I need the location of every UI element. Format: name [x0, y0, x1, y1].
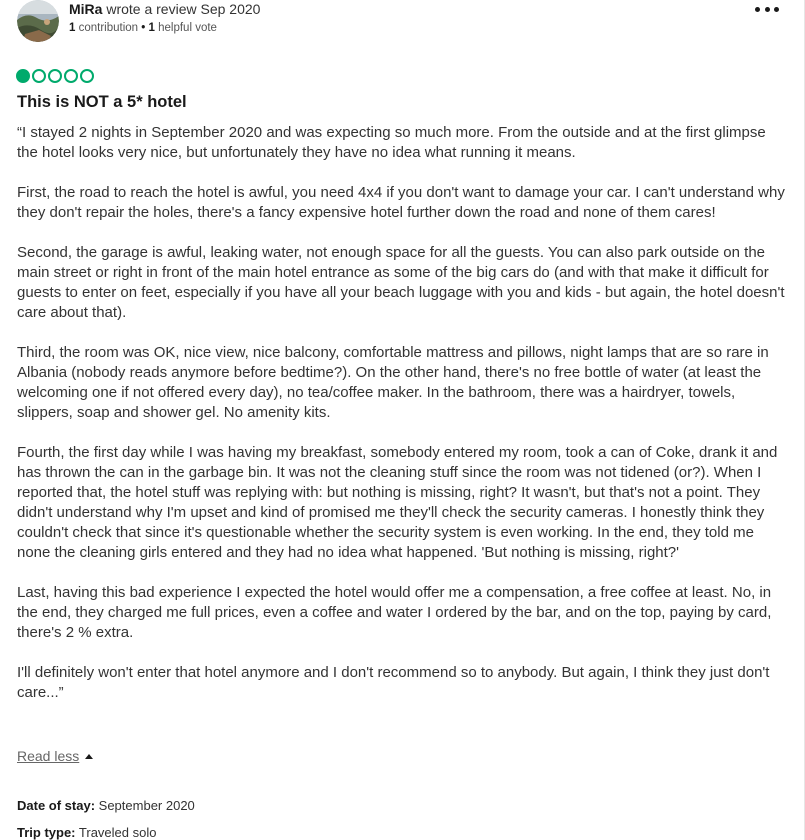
date-of-stay-value: September 2020 [98, 798, 195, 813]
review-paragraph: Last, having this bad experience I expected the hotel would offer me a compensation, a free coffee at least. No, in the end, they charged me full prices, even a coffee and water I ordered by the bar, and on the top, paying by card, there's 2 % extra. [17, 584, 772, 641]
rating-bubble-empty-icon [64, 69, 78, 83]
rating-bubble-empty-icon [80, 69, 94, 83]
caret-up-icon [85, 754, 93, 759]
read-less-label: Read less [17, 748, 80, 764]
review-body [17, 123, 787, 703]
date-of-stay-label: Date of stay: [17, 798, 96, 813]
avatar[interactable] [17, 0, 59, 42]
review-paragraph: Second, the garage is awful, leaking water, not enough space for all the guests. You can also park outside on the main street or right in front of the main hotel entrance as some of the big cars do (and with that make it difficult for guests to enter on feet, especially if you have all your beach luggage with you and kids - but again, the hotel doesn't care about that). [17, 244, 785, 321]
author-name[interactable]: MiRa [69, 1, 103, 17]
read-less-button[interactable] [17, 748, 93, 764]
review-paragraph: First, the road to reach the hotel is awful, you need 4x4 if you don't want to damage your car. I can't understand why they don't repair the holes, there's a fancy expensive hotel further down the road and none of them cares! [17, 184, 785, 221]
review-paragraph: Third, the room was OK, nice view, nice balcony, comfortable mattress and pillows, night lamps that are so rare in Albania (nobody reads anymore before bedtime?). On the other hand, there's no free bottle of water (at least the welcoming one if not offered every day), no tea/coffee maker. In the bathroom, there was a hairdryer, towels, slippers, soap and shower gel. No amenity kits. [17, 344, 769, 421]
more-horizontal-icon [765, 7, 770, 12]
review-header [17, 0, 792, 44]
rating-bubble-empty-icon [32, 69, 46, 83]
more-options-button[interactable] [755, 2, 779, 16]
contributions-count: 1 [69, 22, 76, 34]
review-action: wrote a review [106, 1, 197, 17]
date-of-stay [17, 798, 195, 813]
review-paragraph: “I stayed 2 nights in September 2020 and was expecting so much more. From the outside and at the first glimpse the hotel looks very nice, but unfortunately they have no idea what running it means. [17, 124, 766, 161]
review-paragraph: Fourth, the first day while I was having my breakfast, somebody entered my room, took a can of Coke, drank it and has thrown the can in the garbage bin. It was not the cleaning stuff since the room was not tidened (or?). When I reported that, the hotel stuff was replying with: but nothing is missing, right? It wasn't, but that's not a point. They didn't understand why I'm upset and kind of promised me they'll check the security cameras. I honestly think they couldn't check that since it's questionable whether the security system is even working. In the end, they told me none the cleaning girls entered and they had no idea what happened. 'But nothing is missing, right?' [17, 444, 778, 561]
review-paragraph: I'll definitely won't enter that hotel anymore and I don't recommend so to anybody. But again, I think they just don't care...” [17, 664, 770, 701]
trip-type [17, 825, 156, 840]
bubble-rating [16, 69, 94, 83]
trip-type-label: Trip type: [17, 825, 76, 840]
more-horizontal-icon [755, 7, 760, 12]
helpful-label: helpful vote [158, 22, 217, 34]
more-horizontal-icon [774, 7, 779, 12]
contributions-label: contribution [78, 22, 139, 34]
helpful-count: 1 [148, 22, 155, 34]
author-meta [69, 22, 217, 34]
author-line [69, 1, 260, 17]
review-title[interactable]: This is NOT a 5* hotel [17, 93, 187, 111]
meta-separator: • [141, 22, 146, 34]
rating-bubble-filled-icon [16, 69, 30, 83]
trip-type-value: Traveled solo [78, 825, 157, 840]
review-date: Sep 2020 [200, 1, 261, 17]
rating-bubble-empty-icon [48, 69, 62, 83]
